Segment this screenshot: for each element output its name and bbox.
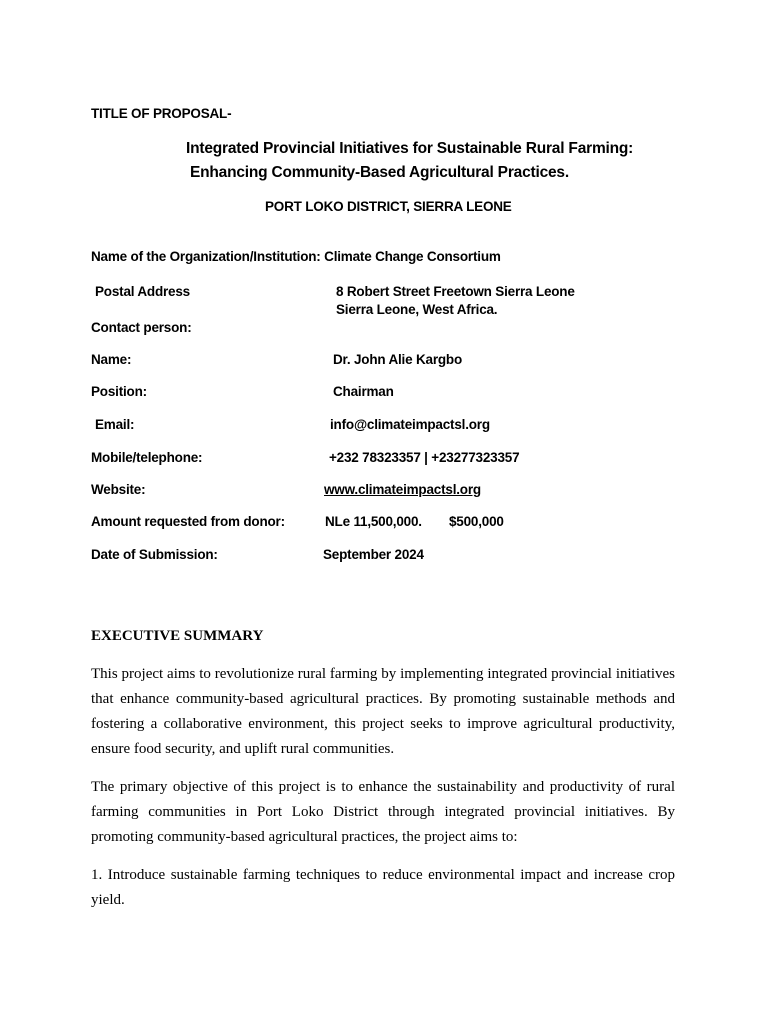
summary-list-item-1: 1. Introduce sustainable farming techniques to reduce environmental impact and increase crop yield. xyxy=(91,867,675,908)
submission-date-label: Date of Submission: xyxy=(91,547,218,562)
website-link[interactable]: www.climateimpactsl.org xyxy=(324,482,481,497)
postal-address-line1: 8 Robert Street Freetown Sierra Leone xyxy=(336,284,575,299)
website-label: Website: xyxy=(91,482,146,497)
submission-date-value: September 2024 xyxy=(323,547,424,562)
organization-line: Name of the Organization/Institution: Climate Change Consortium xyxy=(91,249,501,264)
summary-paragraph-2: The primary objective of this project is to enhance the sustainability and productivity of rural farming communities in Port Loko District through integrated provincial initiatives. By promoting community-based agricultural practices, the project aims to: xyxy=(91,779,675,845)
proposal-title-line2: Enhancing Community-Based Agricultural Practices. xyxy=(190,164,569,181)
location-line: PORT LOKO DISTRICT, SIERRA LEONE xyxy=(265,199,512,214)
contact-person-label: Contact person: xyxy=(91,320,192,335)
amount-value-usd: $500,000 xyxy=(449,514,504,529)
name-value: Dr. John Alie Kargbo xyxy=(333,352,463,367)
amount-label: Amount requested from donor: xyxy=(91,514,285,529)
email-value: info@climateimpactsl.org xyxy=(330,417,490,432)
summary-paragraph-1: This project aims to revolutionize rural farming by implementing integrated provincial initiatives that enhance community-based agricultural practices. By promoting sustainable methods and fostering a collaborative environment, this project seeks to improve agricultural productivity, ensure food security, and uplift rural communities. xyxy=(91,666,675,757)
amount-value-nle: NLe 11,500,000. xyxy=(325,514,422,529)
position-label: Position: xyxy=(91,384,147,399)
phone-value: +232 78323357 | +23277323357 xyxy=(329,450,520,465)
executive-summary-heading: EXECUTIVE SUMMARY xyxy=(91,628,264,644)
proposal-title-line1: Integrated Provincial Initiatives for Sustainable Rural Farming: xyxy=(186,140,634,157)
phone-label: Mobile/telephone: xyxy=(91,450,203,465)
email-label: Email: xyxy=(95,417,135,432)
position-value: Chairman xyxy=(333,384,394,399)
proposal-label: TITLE OF PROPOSAL- xyxy=(91,106,232,121)
postal-address-label: Postal Address xyxy=(95,284,190,299)
postal-address-line2: Sierra Leone, West Africa. xyxy=(336,302,498,317)
name-label: Name: xyxy=(91,352,132,367)
